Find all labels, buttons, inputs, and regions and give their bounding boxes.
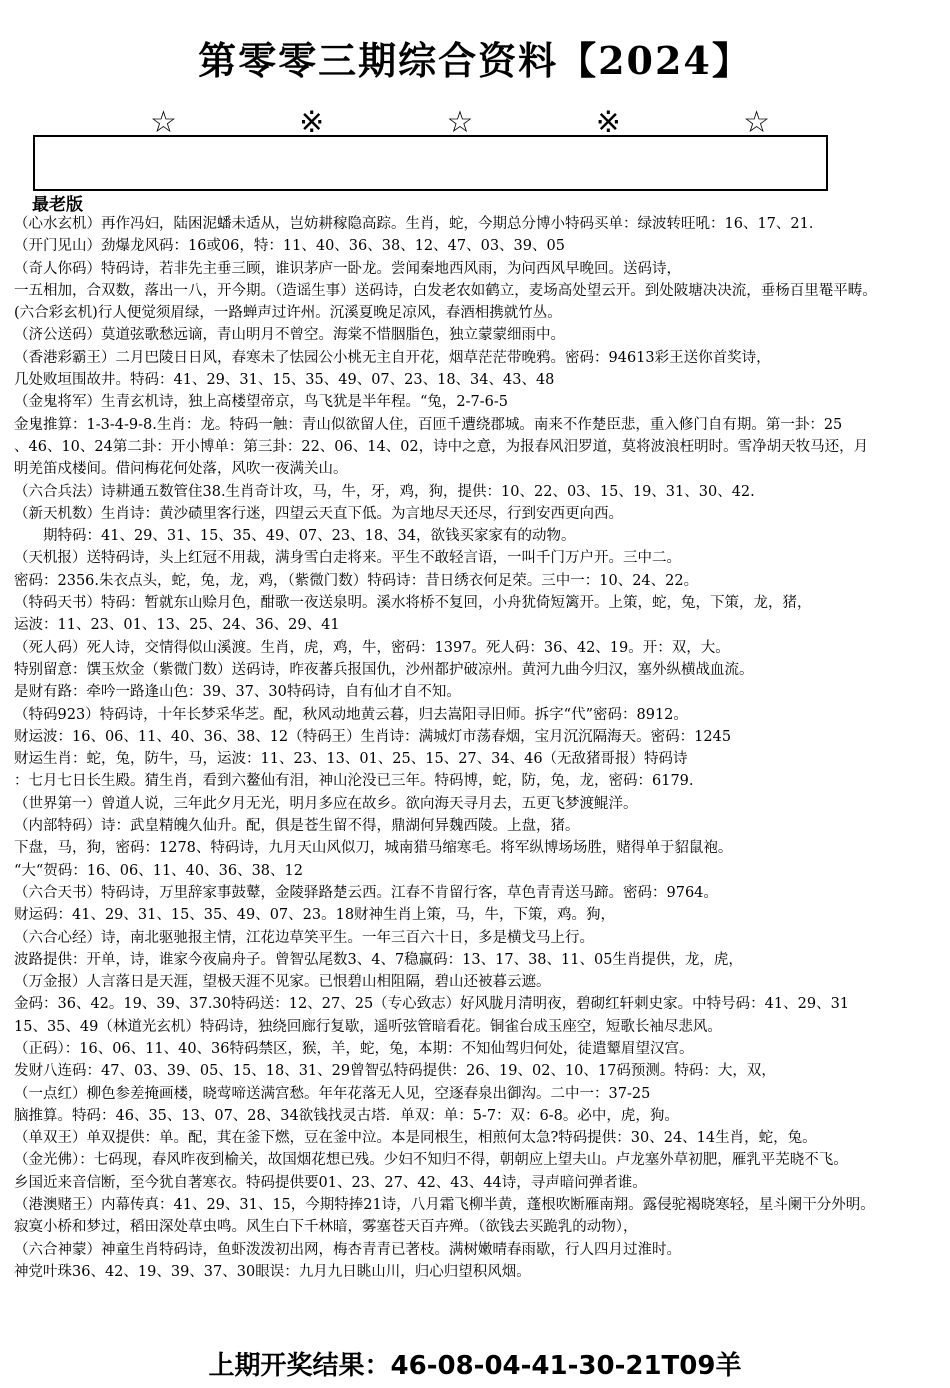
- text-line: （心水玄机）再作冯妇，陆困泥蟠未适从，岂妨耕稼隐高踪。生肖，蛇，今期总分博小特码买单：绿波转旺吼：16、17、21．: [14, 216, 824, 232]
- text-line: （六合神蒙）神童生肖特码诗，鱼虾泼泼初出网，梅杏青青已著枝。满树嫩晴春雨歇，行人四月过淮时。: [14, 1241, 681, 1258]
- text-line: 财运生肖：蛇，兔，防牛，马，运波：11、23、13、01、25、15、27、34、46（无敌猪哥报）特码诗: [14, 751, 688, 768]
- asterism-icon: ※: [299, 105, 325, 140]
- star-icon: ☆: [446, 105, 474, 140]
- edition-label: 最老版: [32, 195, 83, 215]
- text-line: （六合天书）特码诗，万里辞家事鼓鼙，金陵驿路楚云西。江春不肯留行客，草色青青送马蹄。密码：9764。: [14, 884, 718, 901]
- text-line: 金码：36、42。19、39、37.30特码送：12、27、25（专心致志）好风胧月清明夜，碧砌红轩刺史家。中特号码：41、29、31: [14, 996, 850, 1013]
- text-line: 乡国近来音信断，至今犹自著寒衣。特码提供要01、23、27、42、43、44诗，寻声暗问弹者谁。: [14, 1174, 647, 1191]
- text-line: （世界第一）曾道人说，三年此夕月无光，明月多应在故乡。欲向海天寻月去，五更飞梦渡鲲洋。: [14, 795, 638, 812]
- text-line: （内部特码）诗：武皇精魄久仙升。配，俱是苍生留不得，鼎湖何异魏西陵。上盘，猪。: [14, 818, 580, 835]
- text-line: （开门见山）劲爆龙风码：16或06，特：11、40、36、38、12、47、03、39、05: [14, 238, 565, 255]
- text-line: (六合彩玄机)行人便觉须眉绿，一路蝉声过许州。沉溪夏晚足凉风，春酒相携就竹丛。: [14, 305, 562, 322]
- text-line: 发财八连码：47、03、39、05、15、18、31、29曾智弘特码提供：26、19、02、10、17码预测。特码：大，双，: [14, 1063, 776, 1080]
- star-icon: ☆: [150, 105, 177, 140]
- text-line: （特码923）特码诗，十年长梦采华芝。配，秋风动地黄云暮，归去嵩阳寻旧师。拆字“代”密码：8912。: [14, 706, 688, 723]
- text-line: 明羌笛戍楼间。借问梅花何处落，风吹一夜满关山。: [14, 461, 348, 478]
- text-line: 波路提供：开单，诗，谁家今夜扁舟子。曾智弘尾数3、4、7稳赢码：13、17、38、11、05生肖提供，龙，虎，: [14, 951, 743, 968]
- text-line: 密码：2356.朱衣点头，蛇，兔，龙，鸡，（紫微门数）特码诗：昔日绣衣何足荣。三中一：10、24、22。: [14, 572, 699, 589]
- asterism-icon: ※: [595, 105, 621, 140]
- text-line: 几处败垣围故井。特码：41、29、31、15、35、49、07、23、18、34、43、48: [14, 372, 555, 389]
- text-line: （港澳赌王）内幕传真：41、29、31、15，今期特捧21诗，八月霜飞柳半黄，蓬根吹断雁南翔。露侵驼褐晓寒轻，星斗阑干分外明。: [14, 1197, 875, 1214]
- text-line: （金光佛）：七码现，春风昨夜到榆关，故国烟花想已残。少妇不知归不得，朝朝应上望夫山。卢龙塞外草初肥，雁乳平芜晓不飞。: [14, 1152, 848, 1169]
- text-line: （奇人你码）特码诗，若非先主垂三顾，谁识茅庐一卧龙。尝闻秦地西风雨，为问西风早晚回。送码诗，: [14, 260, 681, 277]
- text-line: 特别留意：馔玉炊金（紫微门数）送码诗，昨夜蕃兵报国仇，沙州都护破凉州。黄河九曲今归汉，塞外纵横战血流。: [14, 661, 754, 678]
- text-line: （万金报）人言落日是天涯，望极天涯不见家。已恨碧山相阻隔，碧山还被暮云遮。: [14, 974, 551, 991]
- text-line: 寂寞小桥和梦过，稻田深处草虫鸣。风生白下千林暗，雾塞苍天百卉殚。（欲钱去买跪乳的动物），: [14, 1219, 638, 1236]
- text-line: （六合心经）诗，南北驱驰报主情，江花边草笑平生。一年三百六十日，多是横戈马上行。: [14, 929, 594, 946]
- text-line: 金鬼推算：1-3-4-9-8.生肖：龙。特码一触：青山似欲留人住，百匝千遭绕郡城。南来不作楚臣悲，重入修门自有期。第一卦：25: [14, 416, 843, 433]
- text-line: 、46、10、24第二卦：开小博单：第三卦：22、06、14、02，诗中之意，为报春风汨罗道，莫将波浪枉明时。雪净胡天牧马还，月: [14, 438, 869, 455]
- page-title: 第零零三期综合资料【2024】: [198, 38, 752, 83]
- star-decoration-row: [150, 105, 770, 140]
- text-line: 运波：11、23、01、13、25、24、36、29、41: [14, 617, 340, 634]
- text-line: ：七月七日长生殿。猜生肖，看到六鳌仙有泪，神山沦没已三年。特码博，蛇，防，兔，龙，密码：6179.: [14, 773, 694, 790]
- text-line: “大“贺码：16、06、11、40、36、38、12: [14, 862, 303, 879]
- text-line: 神党叶珠36、42、19、39、37、30眼误：九月九日眺山川，归心归望积风烟。: [14, 1263, 531, 1280]
- text-line: （新天机数）生肖诗：黄沙碛里客行迷，四望云天直下低。为言地尽天还尽，行到安西更向西。: [14, 505, 623, 522]
- text-line: （特码天书）特码：暂就东山赊月色，酣歌一夜送泉明。溪水将桥不复回，小舟犹倚短篱开。上策，蛇，兔，下策，龙，猪，: [14, 595, 812, 612]
- star-icon: ☆: [743, 105, 770, 140]
- text-line: （死人码）死人诗，交情得似山溪渡。生肖，虎，鸡，牛，密码：1397。死人码：36、42、19。开：双，大。: [14, 639, 730, 656]
- text-line: 是财有路：牵吟一路逢山色：39、37、30特码诗，自有仙才自不知。: [14, 684, 461, 701]
- last-draw-result: 上期开奖结果：46-08-04-41-30-21T09羊: [208, 1351, 742, 1381]
- blank-header-box: [33, 135, 828, 191]
- content-body: [14, 213, 948, 1283]
- text-line: 下盘，马，狗，密码：1278、特码诗，九月天山风似刀，城南猎马缩寒毛。将军纵博场场胜，赌得单于貂鼠袍。: [14, 840, 733, 857]
- text-line: 财运波：16、06、11、40、36、38、12（特码王）生肖诗：满城灯市荡春烟，宝月沉沉隔海天。密码：1245: [14, 728, 732, 745]
- text-line: （香港彩霸王）二月巴陵日日风，春寒未了怯园公小桃无主自开花，烟草茫茫带晚鸦。密码：94613彩王送你首奖诗，: [14, 349, 771, 366]
- text-line: 一五相加，合双数，落出一八，开今期。（造谣生事）送码诗，白发老农如鹤立，麦场高处望云开。到处陂塘决决流，垂杨百里罨平畴。: [14, 282, 877, 299]
- text-line: 脑推算。特码：46、35、13、07、28、34欲钱找灵古塔．单双：单：5-7：双：6-8。必中，虎，狗。: [14, 1107, 679, 1124]
- text-line: （单双王）单双提供：单。配，萁在釜下燃，豆在釜中泣。本是同根生，相煎何太急?特码提供：30、24、14生肖，蛇，兔。: [14, 1130, 817, 1147]
- text-line: （一点红）柳色参差掩画楼，晓莺啼送满宫愁。年年花落无人见，空逐春泉出御沟。二中一：37-25: [14, 1085, 651, 1102]
- text-line: 财运码：41、29、31、15、35、49、07、23。18财神生肖上策，马，牛，下策，鸡。狗，: [14, 907, 616, 924]
- text-line: 期特码：41、29、31、15、35、49、07、23、18、34，欲钱买家家有的动物。: [14, 528, 576, 545]
- text-line: （金鬼将军）生青玄机诗，独上高楼望帝京，鸟飞犹是半年程。“兔，2-7-6-5: [14, 394, 509, 411]
- text-line: （天机报）送特码诗，头上红冠不用裁，满身雪白走将来。平生不敢轻言语，一叫千门万户开。三中二。: [14, 550, 681, 567]
- text-line: （正码）：16、06、11、40、36特码禁区，猴，羊，蛇，兔，本期：不知仙驾归何处，徒遣颦眉望汉宫。: [14, 1040, 694, 1057]
- text-line: （济公送码）莫道弦歌愁远谪，青山明月不曾空。海棠不惜胭脂色，独立蒙蒙细雨中。: [14, 327, 565, 344]
- text-line: （六合兵法）诗耕通五数管住38.生肖奇计攻，马，牛，牙，鸡，狗，提供：10、22、03、15、19、31、30、42.: [14, 483, 755, 500]
- text-line: 15、35、49（林道光玄机）特码诗，独绕回廊行复歇，遥听弦管暗看花。铜雀台成玉座空，短歌长袖尽悲风。: [14, 1018, 722, 1035]
